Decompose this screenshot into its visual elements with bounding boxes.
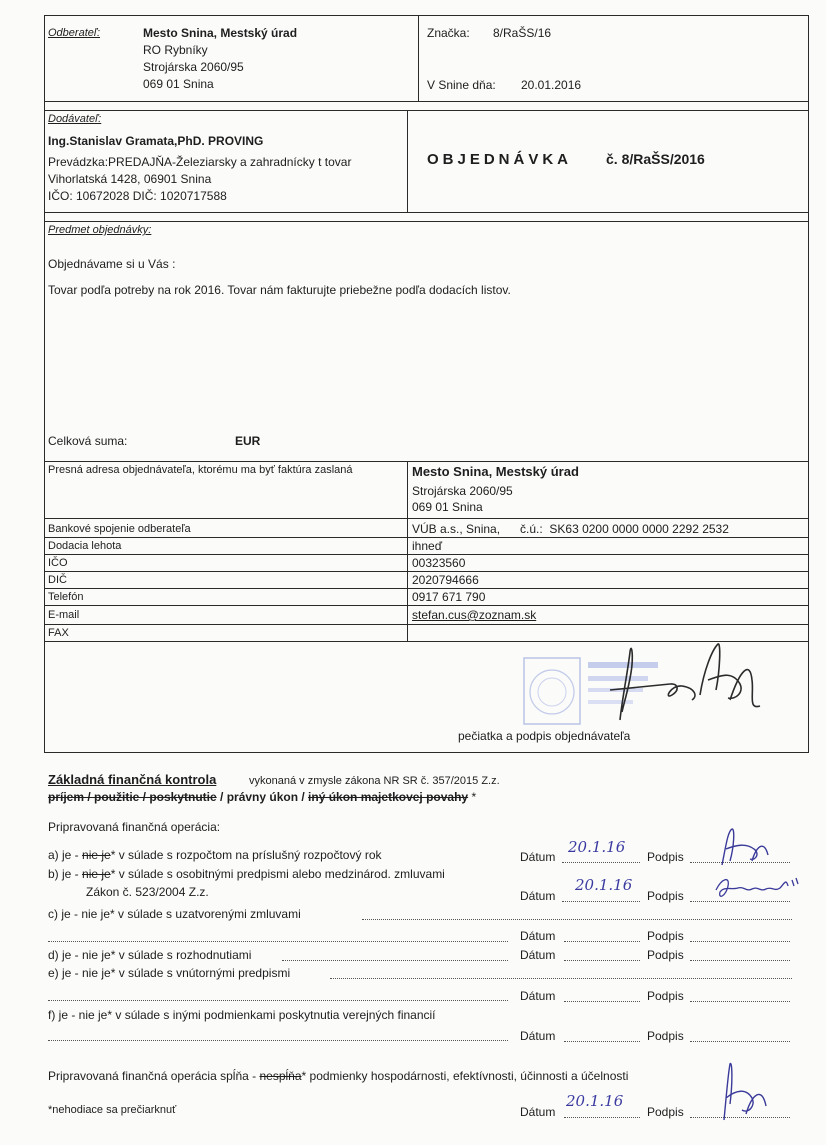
date-line: [562, 862, 640, 863]
check-a-struck: nie je: [82, 848, 111, 862]
total-currency: EUR: [235, 434, 261, 448]
control-type-asterisk: *: [468, 790, 477, 804]
bank-value: VÚB a.s., Snina, č.ú.: SK63 0200 0000 0000 2292 2532: [412, 522, 729, 536]
check-b-struck: nie je: [82, 867, 111, 881]
summary-line: [48, 1069, 628, 1084]
ico-label: IČO: [48, 557, 68, 569]
signature-line: [690, 1001, 790, 1002]
fill-line: [282, 960, 508, 961]
customer-name: Mesto Snina, Mestský úrad: [143, 26, 298, 40]
date-b-handwritten: 20.1.16: [575, 876, 633, 894]
supplier-top-line: [44, 110, 809, 111]
ref-value: 8/RaŠS/16: [493, 26, 552, 40]
podpis-label: Podpis: [647, 989, 684, 1003]
control-type-kept: / právny úkon /: [216, 790, 309, 804]
check-b: [48, 867, 445, 882]
supplier-name: Ing.Stanislav Gramata,PhD. PROVING: [48, 134, 264, 148]
customer-line: 069 01 Snina: [143, 77, 214, 91]
supplier-label: Dodávateľ:: [48, 113, 102, 125]
date-line: [564, 960, 640, 961]
signature-line: [690, 960, 790, 961]
podpis-label: Podpis: [647, 1105, 684, 1119]
signature-line: [690, 1041, 790, 1042]
header-divider: [418, 15, 419, 101]
datum-label: Dátum: [520, 850, 556, 864]
total-label: Celková suma:: [48, 434, 128, 448]
billing-row-line: [44, 537, 809, 538]
customer-line: RO Rybníky: [143, 43, 208, 57]
supplier-line: Prevádzka:PREDAJŇA-Železiarsky a zahradnícky t tovar: [48, 155, 352, 169]
signature-icon: [712, 1060, 772, 1122]
date-line: [564, 1117, 640, 1118]
summary-struck: nespĺňa: [259, 1069, 302, 1083]
subject-intro: Objednávame si u Vás :: [48, 257, 176, 271]
date-line: [562, 901, 640, 902]
fill-line: [362, 919, 792, 920]
bank-label: Bankové spojenie odberateľa: [48, 523, 191, 535]
signature-line: [690, 941, 790, 942]
podpis-label: Podpis: [647, 889, 684, 903]
date-line: [564, 1001, 640, 1002]
email-label: E-mail: [48, 609, 80, 621]
check-a-pre: a) je -: [48, 848, 83, 862]
order-title: OBJEDNÁVKA: [427, 151, 573, 168]
summary-pre: Pripravovaná finančná operácia spĺňa -: [48, 1069, 260, 1083]
billing-row-line: [44, 518, 809, 519]
control-heading-suffix: vykonaná v zmysle zákona NR SR č. 357/2015 Z.z.: [249, 775, 500, 787]
datum-label: Dátum: [520, 989, 556, 1003]
check-b-text: * v súlade s osobitnými predpismi alebo medzinárod. zmluvami: [110, 867, 445, 881]
ico-value: 00323560: [412, 556, 466, 570]
stamp-caption: pečiatka a podpis objednávateľa: [458, 729, 631, 743]
check-a-text: * v súlade s rozpočtom na príslušný rozpočtový rok: [110, 848, 382, 862]
date-line: [564, 941, 640, 942]
date-label: V Snine dňa:: [427, 78, 496, 92]
check-e: e) je - nie je* v súlade s vnútornými predpismi: [48, 966, 291, 980]
podpis-label: Podpis: [647, 929, 684, 943]
check-f: f) je - nie je* v súlade s inými podmienkami poskytnutia verejných financií: [48, 1008, 436, 1022]
supplier-bottom-line: [44, 212, 809, 213]
billing-address-line: 069 01 Snina: [412, 500, 483, 514]
check-b-pre: b) je -: [48, 867, 83, 881]
date-final-handwritten: 20.1.16: [566, 1092, 624, 1110]
fill-line: [48, 1000, 508, 1001]
signature-icon: [712, 872, 802, 904]
billing-address-label: Presná adresa objednávateľa, ktorému ma byť faktúra zaslaná: [48, 464, 353, 476]
summary-text: * podmienky hospodárnosti, efektívnosti, účinnosti a účelnosti: [301, 1069, 629, 1083]
supplier-line: IČO: 10672028 DIČ: 1020717588: [48, 189, 227, 203]
subject-label: Predmet objednávky:: [48, 224, 152, 236]
phone-value: 0917 671 790: [412, 590, 486, 604]
dic-label: DIČ: [48, 574, 67, 586]
customer-label: Odberateľ:: [48, 27, 101, 39]
subject-top-line: [44, 221, 809, 222]
datum-label: Dátum: [520, 889, 556, 903]
control-type-line: [48, 790, 476, 805]
order-number: č. 8/RaŠS/2016: [606, 151, 705, 167]
datum-label: Dátum: [520, 929, 556, 943]
control-type-struck: príjem / použitie / poskytnutie: [48, 790, 217, 804]
fill-line: [48, 1040, 508, 1041]
customer-line: Strojárska 2060/95: [143, 60, 244, 74]
fill-line: [48, 941, 508, 942]
fill-line: [330, 978, 792, 979]
subject-text: Tovar podľa potreby na rok 2016. Tovar nám fakturujte priebežne podľa dodacích listov.: [48, 283, 511, 297]
signature-icon: [712, 825, 772, 867]
signature-icon: [600, 640, 770, 730]
ref-label: Značka:: [427, 26, 470, 40]
email-value: stefan.cus@zoznam.sk: [412, 608, 537, 622]
control-heading: Základná finančná kontrola: [48, 772, 217, 787]
billing-row-line: [44, 588, 809, 589]
date-line: [564, 1041, 640, 1042]
phone-label: Telefón: [48, 591, 84, 603]
header-bottom-line: [44, 101, 809, 102]
check-c: c) je - nie je* v súlade s uzatvorenými zmluvami: [48, 907, 301, 921]
control-type-struck-2: iný úkon majetkovej povahy: [308, 790, 469, 804]
prepared-label: Pripravovaná finančná operácia:: [48, 820, 221, 834]
podpis-label: Podpis: [647, 850, 684, 864]
billing-address-name: Mesto Snina, Mestský úrad: [412, 464, 579, 479]
podpis-label: Podpis: [647, 1029, 684, 1043]
check-a: [48, 848, 382, 863]
datum-label: Dátum: [520, 948, 556, 962]
supplier-divider: [407, 110, 408, 212]
datum-label: Dátum: [520, 1105, 556, 1119]
billing-top-line: [44, 461, 809, 462]
podpis-label: Podpis: [647, 948, 684, 962]
supplier-line: Vihorlatská 1428, 06901 Snina: [48, 172, 212, 186]
dic-value: 2020794666: [412, 573, 479, 587]
billing-address-line: Strojárska 2060/95: [412, 484, 513, 498]
billing-row-line: [44, 624, 809, 625]
fax-label: FAX: [48, 627, 69, 639]
billing-row-line: [44, 605, 809, 606]
billing-row-line: [44, 554, 809, 555]
date-a-handwritten: 20.1.16: [568, 838, 626, 856]
check-b-law: Zákon č. 523/2004 Z.z.: [86, 885, 209, 899]
check-d: d) je - nie je* v súlade s rozhodnutiami: [48, 948, 252, 962]
date-value: 20.01.2016: [521, 78, 582, 92]
billing-divider: [407, 461, 408, 641]
billing-row-line: [44, 571, 809, 572]
footnote: *nehodiace sa prečiarknuť: [48, 1104, 177, 1116]
delivery-label: Dodacia lehota: [48, 540, 122, 552]
delivery-value: ihneď: [412, 539, 443, 553]
datum-label: Dátum: [520, 1029, 556, 1043]
